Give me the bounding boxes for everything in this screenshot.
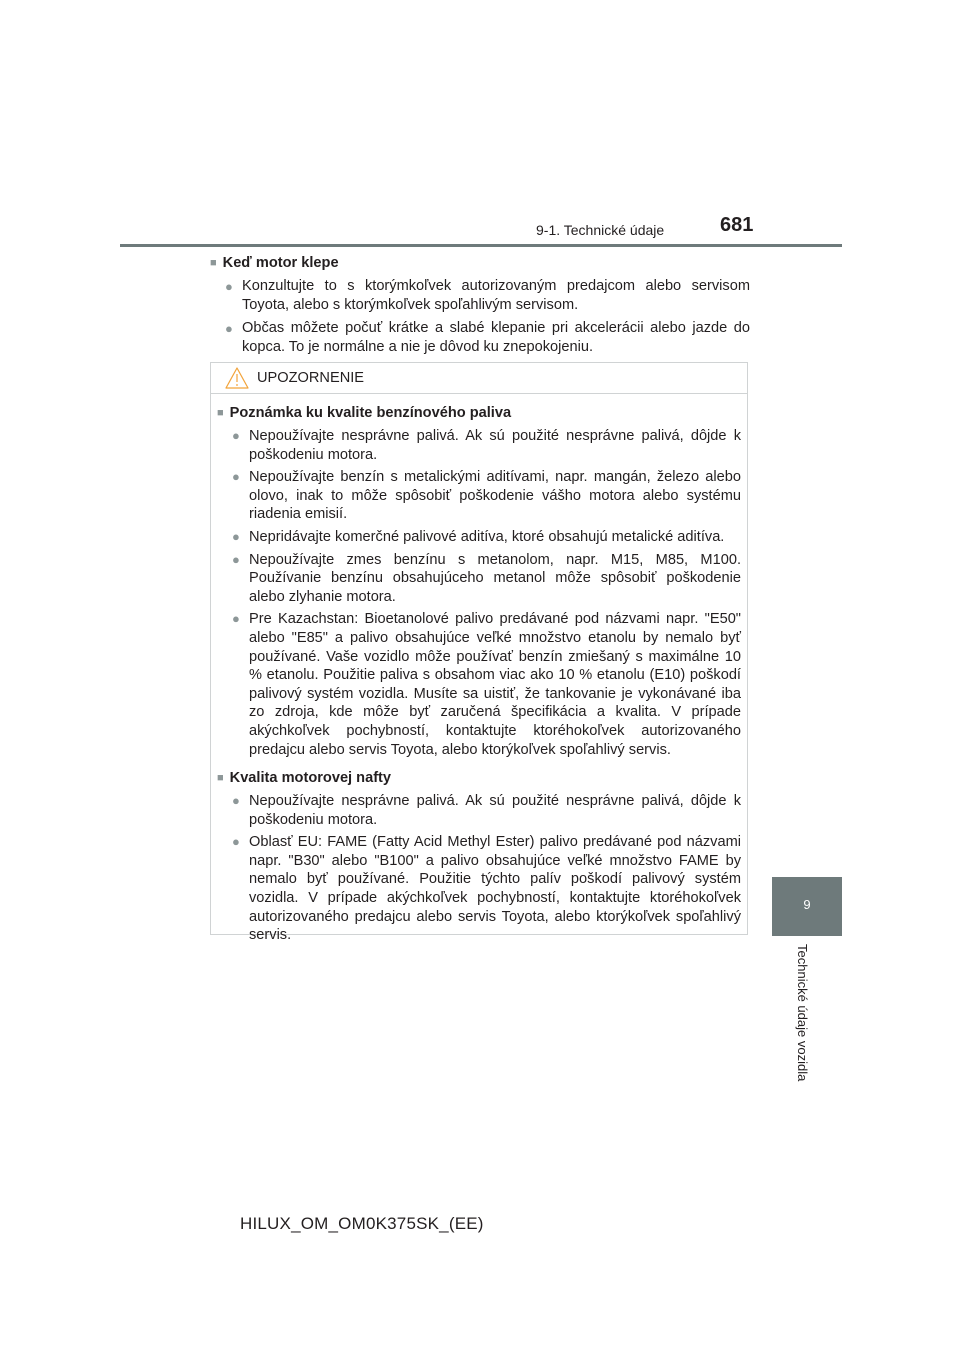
warning-section-heading <box>217 404 741 423</box>
circle-bullet-icon: ● <box>232 528 240 544</box>
warning-section-heading-text: Poznámka ku kvalite benzínového paliva <box>229 405 512 421</box>
chapter-tab-label: Technické údaje vozidla <box>795 944 810 1082</box>
warning-title: UPOZORNENIE <box>257 370 365 386</box>
list-item <box>210 277 750 315</box>
list-item-text: Nepoužívajte benzín s metalickými aditívami, napr. mangán, železo alebo olovo, inak to môže spôsobiť poškodenie vášho motora alebo systému riadenia emisií. <box>249 469 741 523</box>
circle-bullet-icon: ● <box>232 551 240 567</box>
warning-section-heading-text: Kvalita motorovej nafty <box>229 770 392 787</box>
list-item-text: Nepoužívajte nesprávne palivá. Ak sú použité nesprávne palivá, dôjde k poškodeniu motora. <box>249 428 741 463</box>
square-bullet-icon: ■ <box>210 257 217 269</box>
circle-bullet-icon: ● <box>232 793 240 809</box>
square-bullet-icon: ■ <box>217 772 224 785</box>
circle-bullet-icon: ● <box>225 321 233 336</box>
chapter-tab-number: 9 <box>803 897 811 912</box>
warning-triangle-icon <box>225 367 249 389</box>
list-item <box>217 551 741 607</box>
list-item <box>217 528 741 547</box>
circle-bullet-icon: ● <box>232 469 240 485</box>
circle-bullet-icon: ● <box>225 279 233 294</box>
circle-bullet-icon: ● <box>232 428 240 443</box>
circle-bullet-icon: ● <box>232 834 240 850</box>
list-item <box>217 833 741 945</box>
list-item-text: Nepoužívajte nesprávne palivá. Ak sú použité nesprávne palivá, dôjde k poškodeniu motora. <box>249 793 741 828</box>
warning-header <box>211 363 747 394</box>
header-rule <box>120 244 842 247</box>
chapter-tab[interactable] <box>772 877 842 936</box>
list-item-text: Nepridávajte komerčné palivové aditíva, ktoré obsahujú metalické aditíva. <box>249 528 725 545</box>
list-item <box>217 427 741 464</box>
footer-document-code: HILUX_OM_OM0K375SK_(EE) <box>240 1214 484 1233</box>
warning-section-heading <box>217 769 741 788</box>
list-item <box>210 319 750 357</box>
intro-section <box>210 254 750 357</box>
page-number: 681 <box>720 214 754 236</box>
circle-bullet-icon: ● <box>232 611 240 627</box>
intro-heading <box>210 254 750 273</box>
warning-box <box>210 362 748 944</box>
list-item <box>217 468 741 524</box>
warning-body <box>211 394 747 945</box>
list-item-text: Pre Kazachstan: Bioetanolové palivo predávané pod názvami napr. "E50" alebo "E85" a palivo obsahujúce veľké množstvo etanolu by nemalo byť používané. Vaše vozidlo môže používať benzín zmiešaný s maximálne 10 % etanolu. Použitie paliva s obsahom viac ako 10 % etanolu (E10) poškodí palivový systém vozidla. Musíte sa uistiť, že tankovanie je vykonávané iba zo zdroja, kde môže byť zaručená špecifikácia a kvalita. V prípade akýchkoľvek pochybností, kontaktujte ktoréhokoľvek autorizovaného predajcu alebo servis Toyota, alebo ktorýkoľvek spoľahlivý servis. <box>249 611 741 758</box>
header-section-title: 9-1. Technické údaje <box>536 222 665 238</box>
square-bullet-icon: ■ <box>217 407 224 419</box>
list-item-text: Konzultujte to s ktorýmkoľvek autorizovaným predajcom alebo servisom Toyota, alebo s ktorýmkoľvek spoľahlivým servisom. <box>242 278 750 313</box>
list-item-text: Občas môžete počuť krátke a slabé klepanie pri akcelerácii alebo jazde do kopca. To je normálne a nie je dôvod ku znepokojeniu. <box>242 320 750 355</box>
list-item <box>217 792 741 829</box>
intro-heading-text: Keď motor klepe <box>222 255 339 271</box>
list-item-text: Nepoužívajte zmes benzínu s metanolom, napr. M15, M85, M100. Používanie benzínu obsahujúceho metanol môže spôsobiť poškodenie alebo zlyhanie motora. <box>249 551 741 605</box>
list-item <box>217 610 741 759</box>
list-item-text: Oblasť EU: FAME (Fatty Acid Methyl Ester) palivo predávané pod názvami napr. "B30" alebo "B100" a palivo obsahujúce veľké množstvo FAME by nemalo byť používané. Použitie týchto palív poškodí palivový systém vozidla. V prípade akýchkoľvek pochybností, kontaktujte ktoréhokoľvek autorizovaného predajcu alebo servis Toyota, alebo ktorýkoľvek spoľahlivý servis. <box>249 834 741 944</box>
